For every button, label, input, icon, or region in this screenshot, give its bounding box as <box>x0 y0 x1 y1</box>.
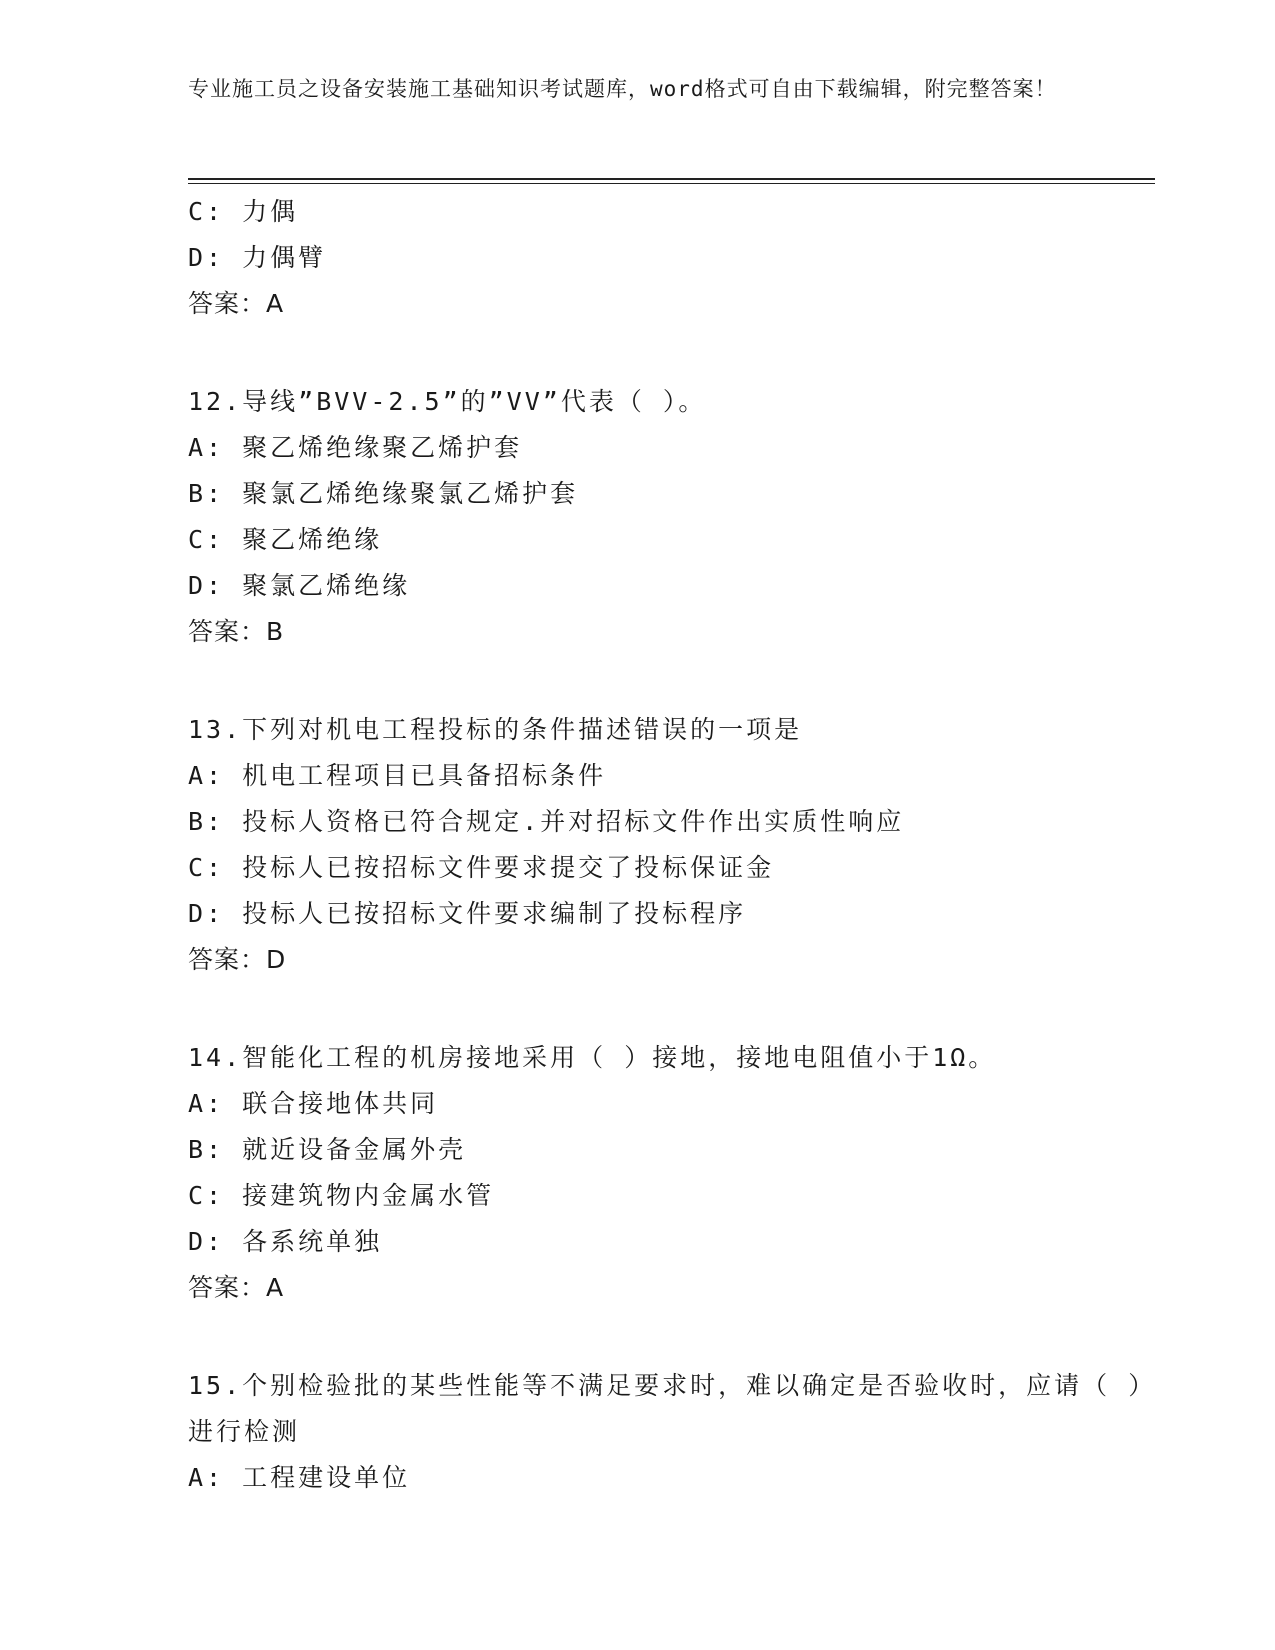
question-12 <box>188 379 1148 655</box>
option-c: C: 接建筑物内金属水管 <box>188 1181 495 1210</box>
answer-line: 答案：B <box>188 617 285 646</box>
option-a: A: 聚乙烯绝缘聚乙烯护套 <box>188 433 523 462</box>
option-a: A: 联合接地体共同 <box>188 1089 439 1118</box>
answer-line: 答案：A <box>188 1273 285 1302</box>
question-stem: 15.个别检验批的某些性能等不满足要求时，难以确定是否验收时，应请（ ）进行检测 <box>188 1371 1144 1446</box>
option-b: B: 投标人资格已符合规定.并对招标文件作出实质性响应 <box>188 807 905 836</box>
option-d: D: 聚氯乙烯绝缘 <box>188 571 411 600</box>
question-gap <box>188 1311 1148 1363</box>
option-c: C: 投标人已按招标文件要求提交了投标保证金 <box>188 853 775 882</box>
option-d: D: 投标人已按招标文件要求编制了投标程序 <box>188 899 747 928</box>
question-14 <box>188 1035 1148 1311</box>
option-c: C: 力偶 <box>188 197 299 226</box>
question-stem: 14.智能化工程的机房接地采用（ ）接地，接地电阻值小于1Ω。 <box>188 1043 997 1072</box>
option-c: C: 聚乙烯绝缘 <box>188 525 383 554</box>
answer-line: 答案：A <box>188 289 285 318</box>
question-stem: 13.下列对机电工程投标的条件描述错误的一项是 <box>188 715 803 744</box>
question-15 <box>188 1363 1148 1501</box>
option-b: B: 就近设备金属外壳 <box>188 1135 467 1164</box>
question-gap <box>188 983 1148 1035</box>
question-13 <box>188 707 1148 983</box>
option-a: A: 工程建设单位 <box>188 1463 411 1492</box>
question-gap <box>188 655 1148 707</box>
option-a: A: 机电工程项目已具备招标条件 <box>188 761 607 790</box>
question-11-continued <box>188 189 1148 327</box>
question-list <box>188 189 1148 1501</box>
question-gap <box>188 327 1148 379</box>
page-header-title: 专业施工员之设备安装施工基础知识考试题库，word格式可自由下载编辑，附完整答案！ <box>188 77 1057 101</box>
option-d: D: 各系统单独 <box>188 1227 383 1256</box>
option-b: B: 聚氯乙烯绝缘聚氯乙烯护套 <box>188 479 579 508</box>
question-stem: 12.导线”BVV-2.5”的”VV”代表（ ）。 <box>188 387 707 416</box>
header-divider <box>188 178 1155 184</box>
answer-line: 答案：D <box>188 945 287 974</box>
option-d: D: 力偶臂 <box>188 243 327 272</box>
